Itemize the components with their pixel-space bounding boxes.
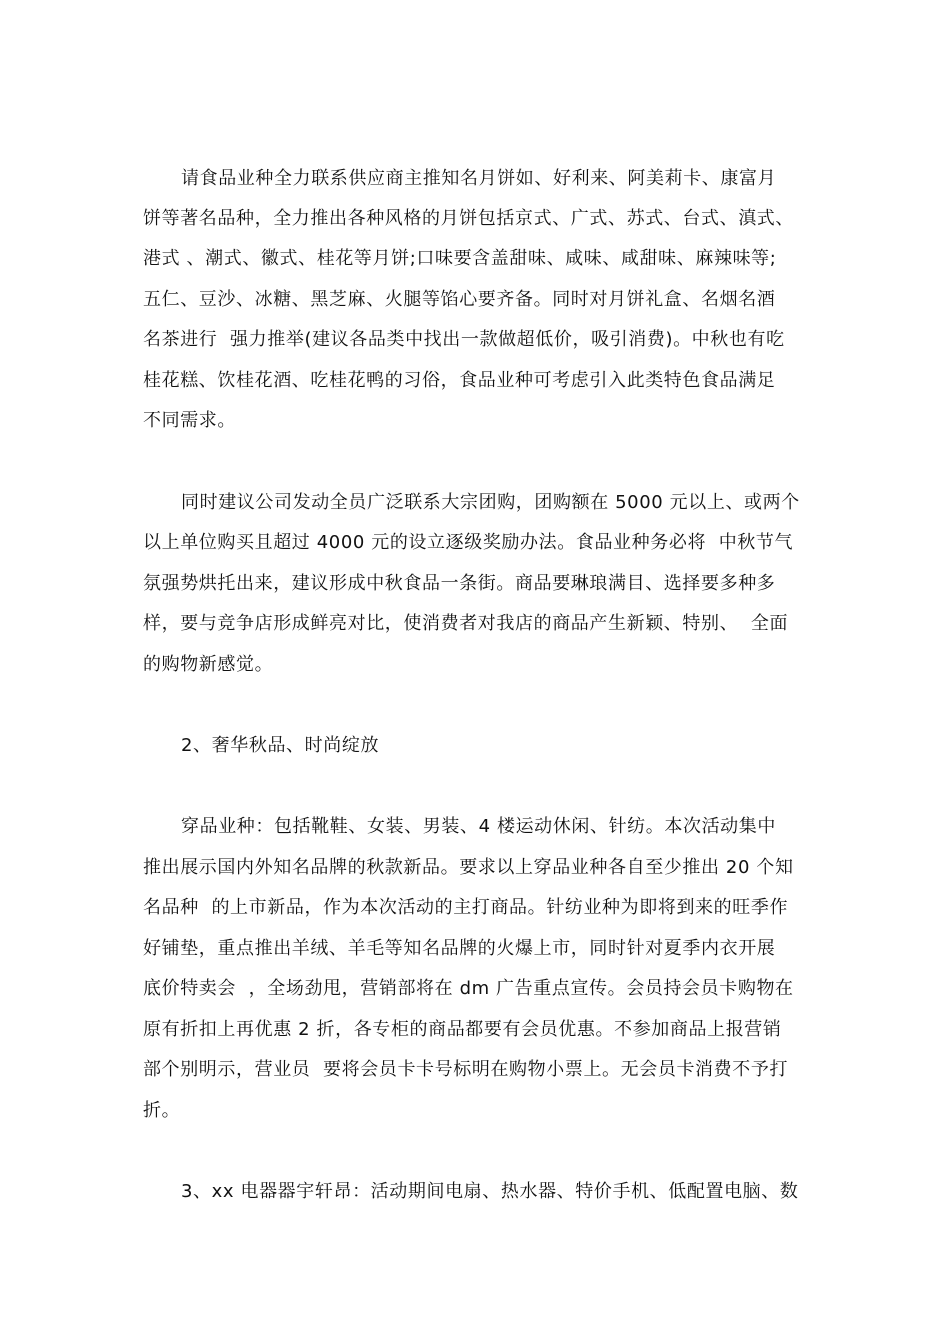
paragraph-line: 推出展示国内外知名品牌的秋款新品。要求以上穿品业种各自至少推出 20 个知 <box>143 857 794 878</box>
paragraph-line: 同时建议公司发动全员广泛联系大宗团购，团购额在 5000 元以上、或两个 <box>181 492 800 513</box>
paragraph-line: 好铺垫，重点推出羊绒、羊毛等知名品牌的火爆上市，同时针对夏季内衣开展 <box>143 938 776 959</box>
paragraph-line: 饼等著名品种，全力推出各种风格的月饼包括京式、广式、苏式、台式、滇式、 <box>143 208 794 229</box>
paragraph-line: 部个别明示，营业员 要将会员卡卡号标明在购物小票上。无会员卡消费不予打 <box>143 1059 789 1080</box>
paragraph-line: 不同需求。 <box>143 410 236 431</box>
paragraph-line: 以上单位购买且超过 4000 元的设立逐级奖励办法。食品业种务必将 中秋节气 <box>143 532 794 553</box>
section-heading: 2、奢华秋品、时尚绽放 <box>181 735 380 756</box>
paragraph-line: 穿品业种：包括靴鞋、女装、男装、4 楼运动休闲、针纺。本次活动集中 <box>181 816 776 837</box>
paragraph-line: 名品种 的上市新品，作为本次活动的主打商品。针纺业种为即将到来的旺季作 <box>143 897 789 918</box>
section-heading: 3、xx 电器器宇轩昂：活动期间电扇、热水器、特价手机、低配置电脑、数 <box>181 1181 799 1202</box>
paragraph-line: 五仁、豆沙、冰糖、黑芝麻、火腿等馅心要齐备。同时对月饼礼盒、名烟名酒 <box>143 289 776 310</box>
paragraph-line: 原有折扣上再优惠 2 折，各专柜的商品都要有会员优惠。不参加商品上报营销 <box>143 1019 782 1040</box>
paragraph-line: 的购物新感觉。 <box>143 654 274 675</box>
paragraph-line: 氛强势烘托出来，建议形成中秋食品一条街。商品要琳琅满目、选择要多种多 <box>143 573 776 594</box>
paragraph-line: 港式 、潮式、徽式、桂花等月饼;口味要含盖甜味、咸味、咸甜味、麻辣味等; <box>143 248 777 269</box>
paragraph-line: 折。 <box>143 1100 181 1121</box>
paragraph-line: 桂花糕、饮桂花酒、吃桂花鸭的习俗，食品业种可考虑引入此类特色食品满足 <box>143 370 776 391</box>
paragraph-line: 名茶进行 强力推举(建议各品类中找出一款做超低价，吸引消费)。中秋也有吃 <box>143 329 785 350</box>
paragraph-line: 请食品业种全力联系供应商主推知名月饼如、好利来、阿美莉卡、康富月 <box>181 168 777 189</box>
paragraph-line: 样，要与竞争店形成鲜亮对比，使消费者对我店的商品产生新颖、特别、 全面 <box>143 613 789 634</box>
paragraph-line: 底价特卖会 ，全场劲甩，营销部将在 dm 广告重点宣传。会员持会员卡购物在 <box>143 978 794 999</box>
